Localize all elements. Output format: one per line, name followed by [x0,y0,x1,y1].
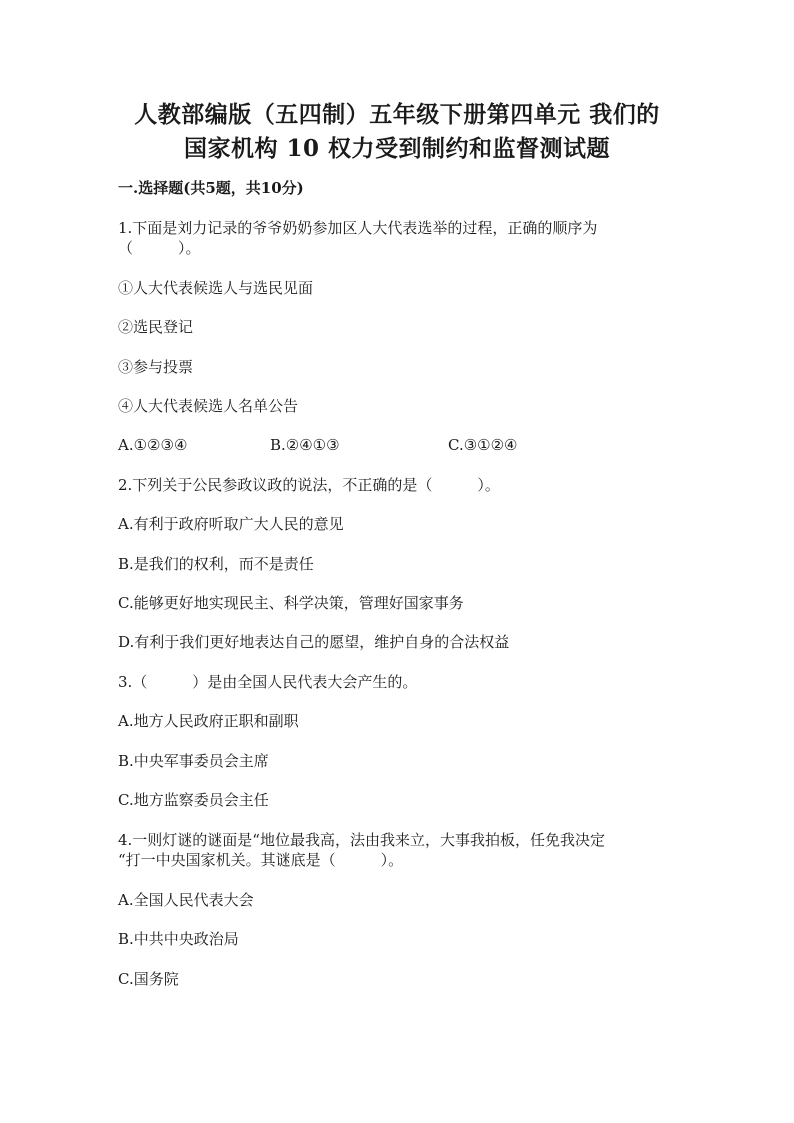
question-4-stem-line-1: 4.一则灯谜的谜面是“地位最我高，法由我来立，大事我拍板，任免我决定 [118,831,605,849]
document-title-line-2: 国家机构 10 权力受到制约和监督测试题 [183,135,611,162]
question-2-option-b: B.是我们的权利，而不是责任 [118,555,314,573]
question-2-option-d: D.有利于我们更好地表达自己的愿望，维护自身的合法权益 [118,633,510,651]
section-heading: 一.选择题(共5题，共10分) [118,179,304,197]
question-4-stem-line-2: “打一中央国家机关。其谜底是（ ）。 [118,851,404,869]
question-4-option-a: A.全国人民代表大会 [118,891,254,909]
question-3-stem: 3.（ ）是由全国人民代表大会产生的。 [118,673,418,691]
question-3-option-b: B.中央军事委员会主席 [118,752,269,770]
question-1-option-c: C.③①②④ [448,436,518,454]
question-3-option-c: C.地方监察委员会主任 [118,791,269,809]
question-1-item-1: ①人大代表候选人与选民见面 [118,279,314,297]
question-1-item-2: ②选民登记 [118,318,194,336]
question-3-option-a: A.地方人民政府正职和副职 [118,712,299,730]
question-1-item-3: ③参与投票 [118,358,194,376]
question-2-option-c: C.能够更好地实现民主、科学决策，管理好国家事务 [118,594,464,612]
question-2-stem: 2.下列关于公民参政议政的说法，不正确的是（ ）。 [118,476,500,494]
question-2-option-a: A.有利于政府听取广大人民的意见 [118,515,344,533]
document-title-line-1: 人教部编版（五四制）五年级下册第四单元 我们的 [134,101,660,128]
question-1-item-4: ④人大代表候选人名单公告 [118,397,299,415]
question-4-option-b: B.中共中央政治局 [118,930,239,948]
question-1-stem-line-1: 1.下面是刘力记录的爷爷奶奶参加区人大代表选举的过程，正确的顺序为 [118,219,598,237]
question-1-option-b: B.②④①③ [270,436,340,454]
question-1-option-a: A.①②③④ [118,436,188,454]
question-1-stem-line-2: （ ）。 [118,239,201,257]
question-4-option-c: C.国务院 [118,970,179,988]
